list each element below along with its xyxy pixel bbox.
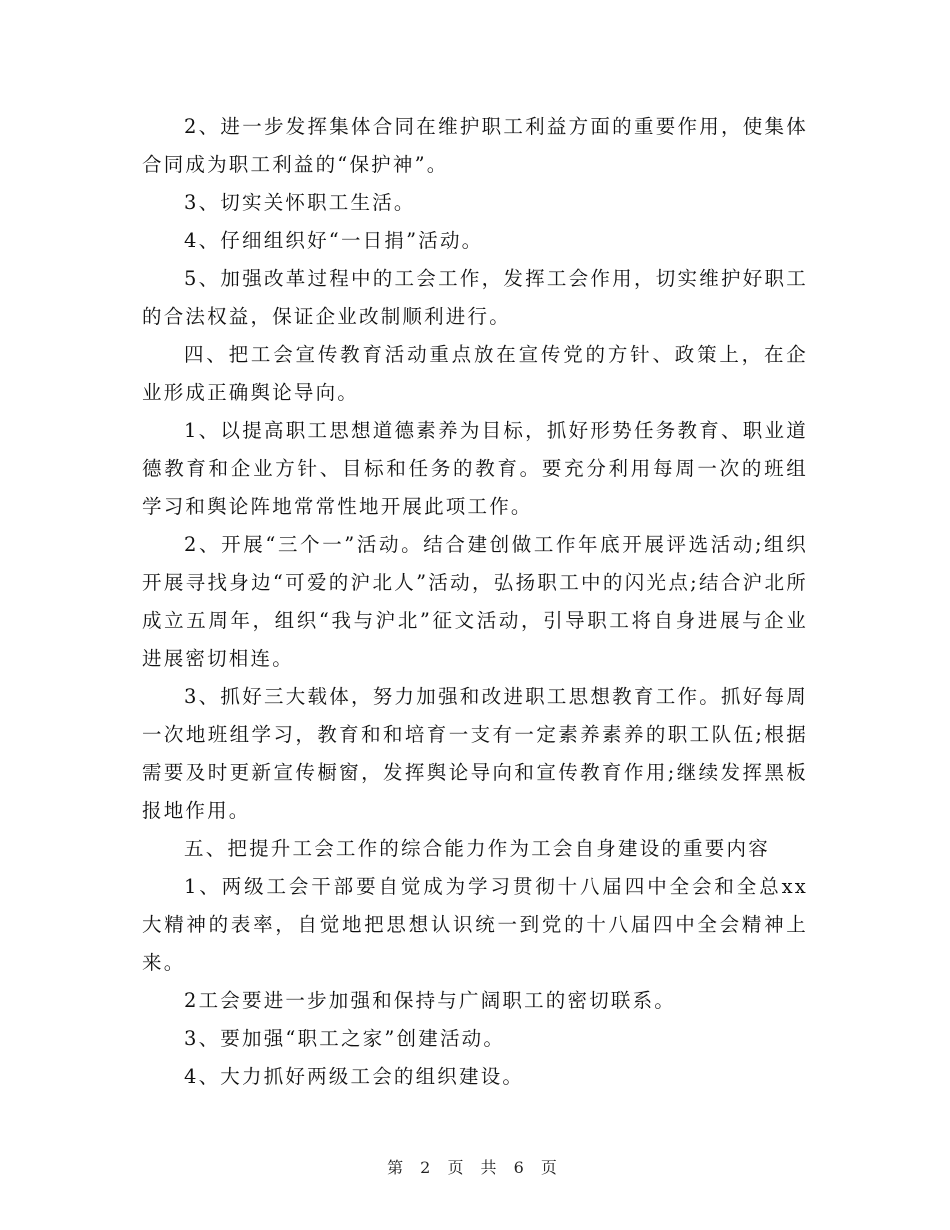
paragraph: 3、抓好三大载体，努力加强和改进职工思想教育工作。抓好每周一次地班组学习，教育和和培育一支有一定素养素养的职工队伍;根据需要及时更新宣传橱窗，发挥舆论导向和宣传教育作用;继续发挥黑板报地作用。 bbox=[142, 685, 808, 822]
section-heading: 五、把提升工会工作的综合能力作为工会自身建设的重要内容 bbox=[184, 837, 770, 860]
paragraph: 5、加强改革过程中的工会工作，发挥工会作用，切实维护好职工的合法权益，保证企业改制顺利进行。 bbox=[142, 267, 808, 328]
paragraph: 2、进一步发挥集体合同在维护职工利益方面的重要作用，使集体合同成为职工利益的“保护神”。 bbox=[142, 115, 808, 176]
document-body bbox=[142, 108, 808, 1096]
paragraph: 1、以提高职工思想道德素养为目标，抓好形势任务教育、职业道德教育和企业方针、目标和任务的教育。要充分利用每周一次的班组学习和舆论阵地常常性地开展此项工作。 bbox=[142, 419, 808, 518]
paragraph: 4、大力抓好两级工会的组织建设。 bbox=[184, 1065, 525, 1088]
paragraph: 3、切实关怀职工生活。 bbox=[184, 191, 416, 214]
page-number-footer: 第 2 页 共 6 页 bbox=[387, 1158, 563, 1177]
paragraph: 1、两级工会干部要自觉成为学习贯彻十八届四中全会和全总xx大精神的表率，自觉地把思想认识统一到党的十八届四中全会精神上来。 bbox=[142, 875, 808, 974]
paragraph: 2、开展“三个一”活动。结合建创做工作年底开展评选活动;组织开展寻找身边“可爱的沪北人”活动，弘扬职工中的闪光点;结合沪北所成立五周年，组织“我与沪北”征文活动，引导职工将自身进展与企业进展密切相连。 bbox=[142, 533, 808, 670]
section-heading: 四、把工会宣传教育活动重点放在宣传党的方针、政策上，在企业形成正确舆论导向。 bbox=[142, 343, 808, 404]
paragraph: 3、要加强“职工之家”创建活动。 bbox=[184, 1027, 506, 1050]
paragraph: 4、仔细组织好“一日捐”活动。 bbox=[184, 229, 484, 252]
paragraph: 2工会要进一步加强和保持与广阔职工的密切联系。 bbox=[184, 989, 677, 1012]
